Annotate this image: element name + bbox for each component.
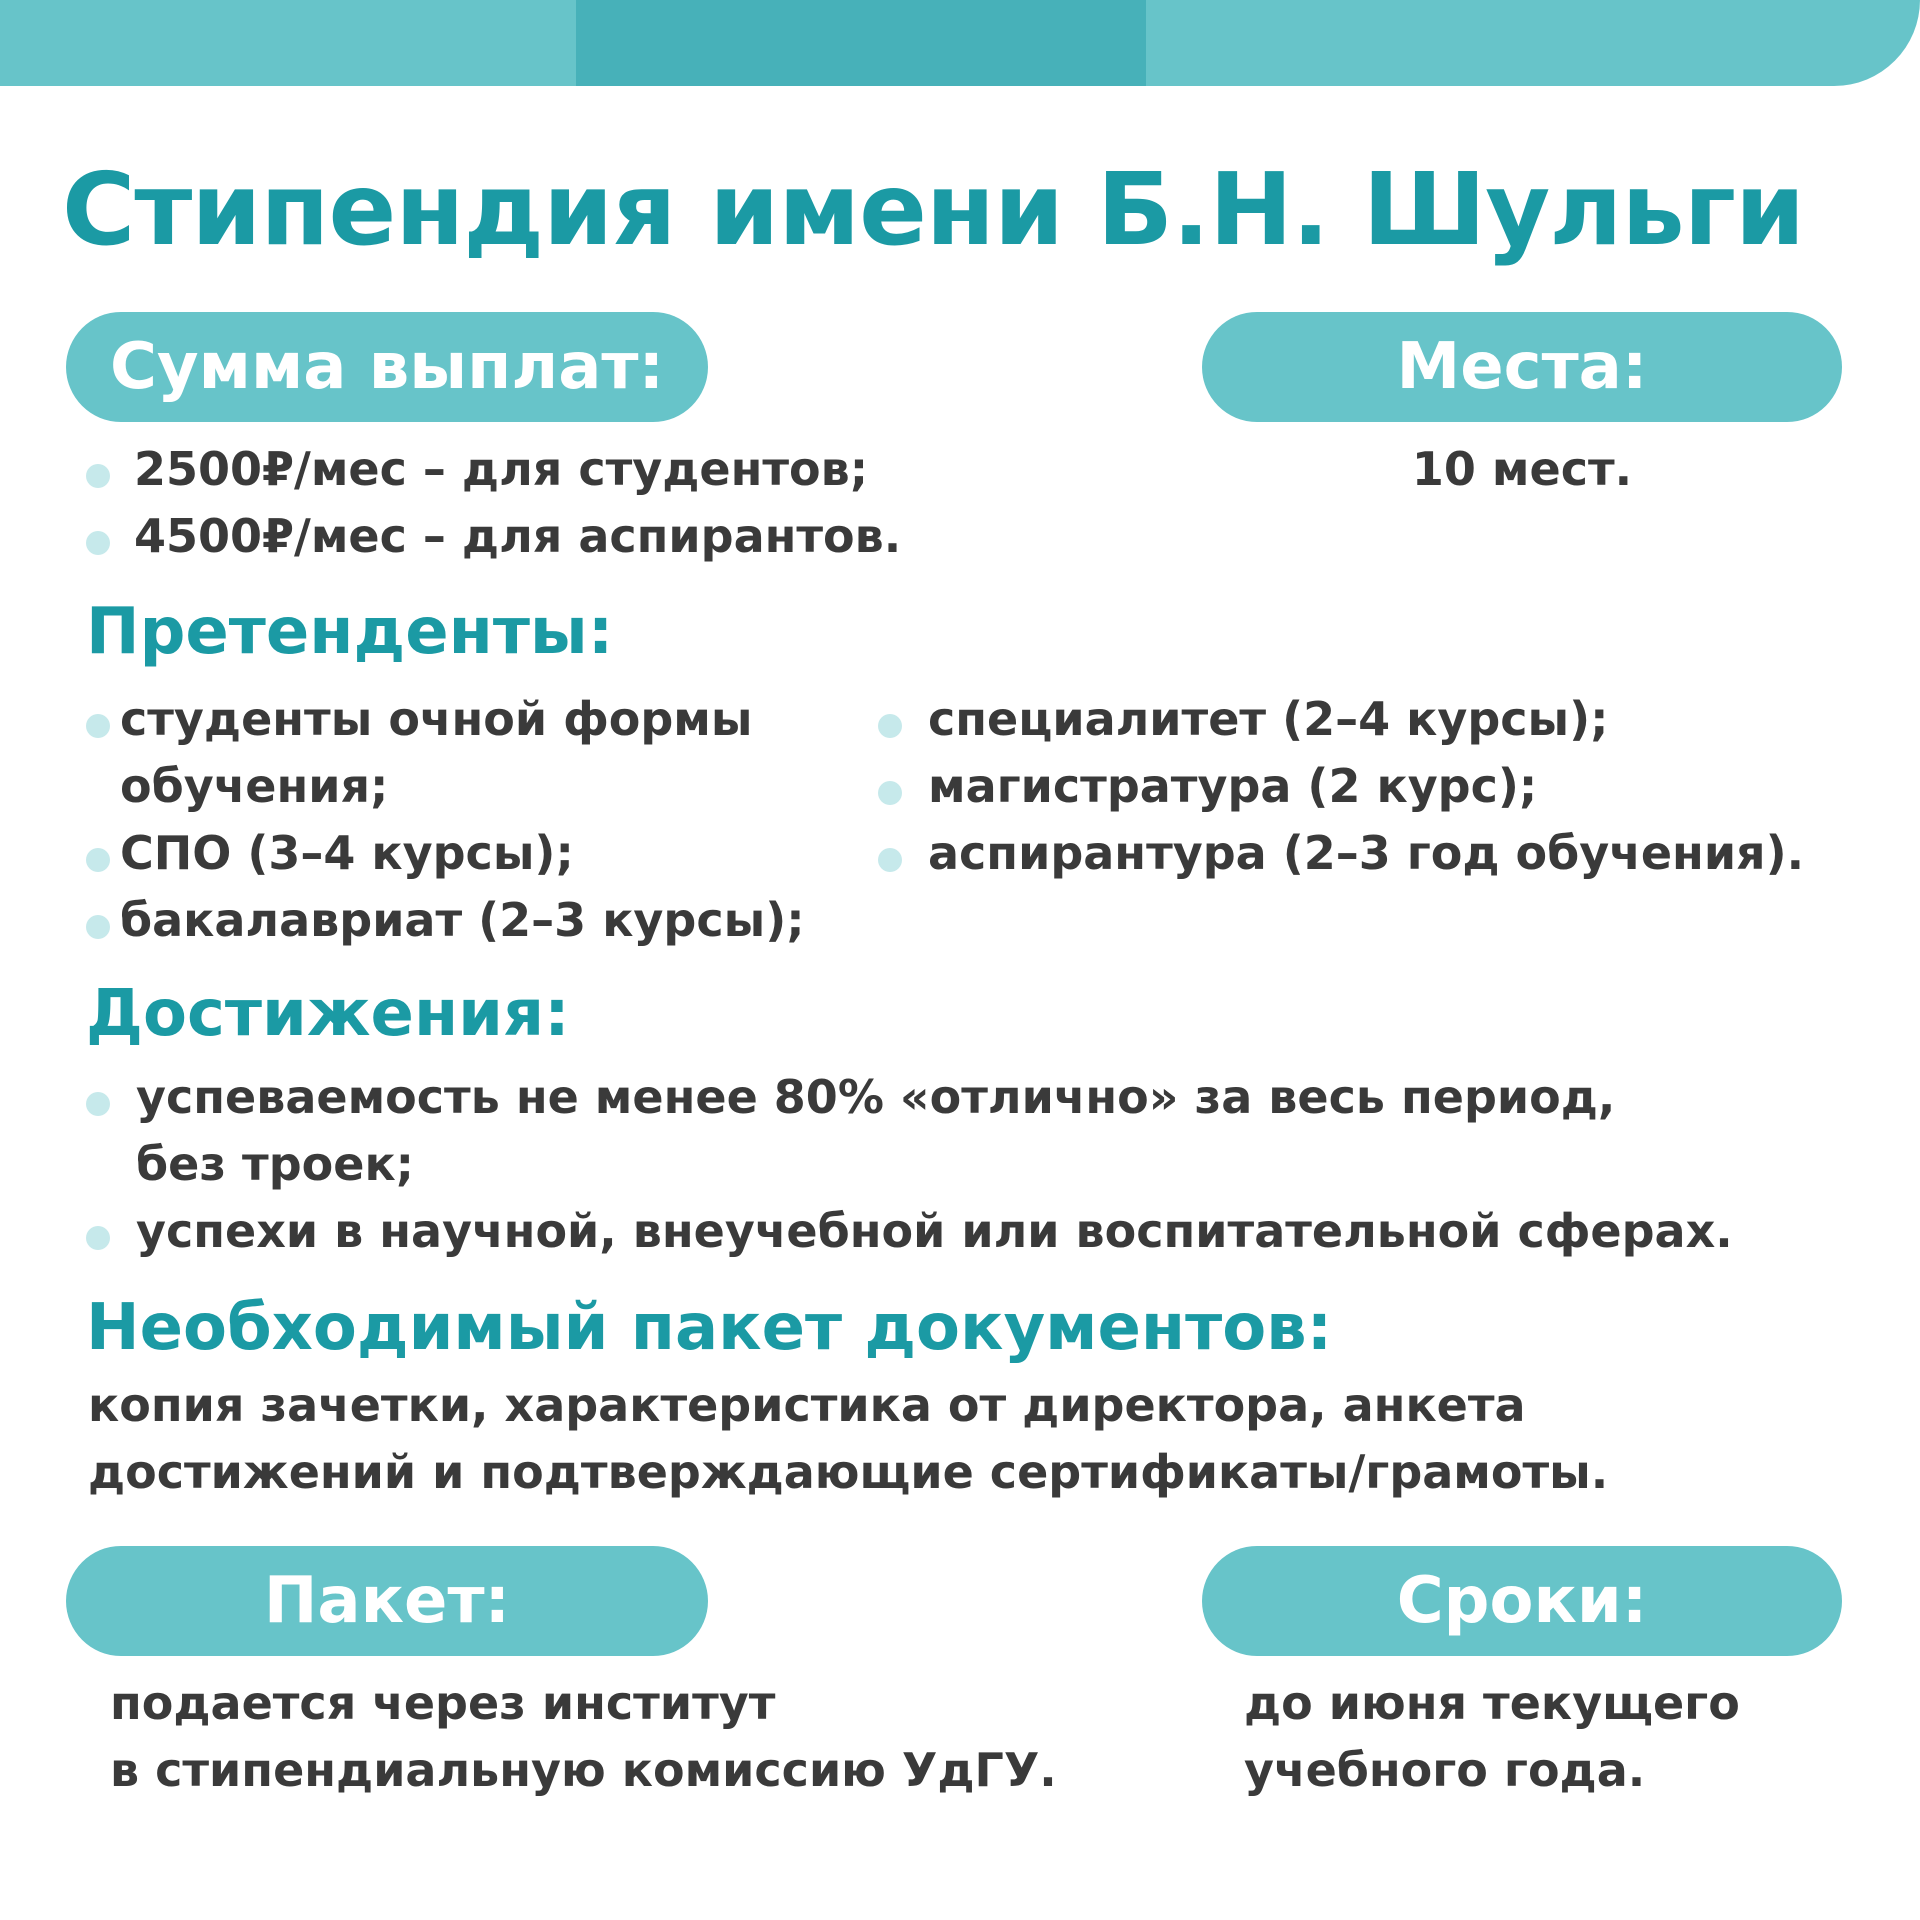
list-item — [878, 686, 1804, 753]
payment-list — [86, 436, 901, 570]
deadline-text — [1244, 1670, 1740, 1804]
package-heading-pill: Пакет: — [66, 1546, 708, 1656]
bullet-icon — [86, 848, 110, 872]
places-heading-pill: Места: — [1202, 312, 1842, 422]
list-item — [86, 686, 805, 820]
documents-text — [88, 1372, 1608, 1506]
places-value: 10 мест. — [1411, 442, 1633, 496]
applicants-list-right — [878, 686, 1804, 887]
bullet-icon — [878, 848, 902, 872]
list-item — [86, 436, 901, 503]
applicant-item-specialist: специалитет (2–4 курсы); — [928, 692, 1609, 746]
documents-line-1: копия зачетки, характеристика от директора, анкета — [88, 1378, 1526, 1432]
page-title: Стипендия имени Б.Н. Шульги — [62, 151, 1805, 268]
bullet-icon — [86, 1092, 110, 1116]
list-item — [878, 820, 1804, 887]
bullet-icon — [86, 1226, 110, 1250]
package-line-1: подается через институт — [110, 1676, 776, 1730]
bullet-icon — [86, 464, 110, 488]
list-item — [86, 1198, 1733, 1265]
package-text — [110, 1670, 1057, 1804]
applicant-item-fulltime-cont: обучения; — [120, 759, 389, 813]
list-item — [86, 820, 805, 887]
list-item — [878, 753, 1804, 820]
applicant-item-bachelor: бакалавриат (2–3 курсы); — [120, 893, 805, 947]
achievements-heading: Достижения: — [86, 977, 570, 1051]
applicant-item-master: магистратура (2 курс); — [928, 759, 1538, 813]
deadline-line-2: учебного года. — [1244, 1743, 1646, 1797]
top-bar-segment-right — [1146, 0, 1920, 86]
deadline-heading-pill: Сроки: — [1202, 1546, 1842, 1656]
top-decorative-bar — [0, 0, 1920, 86]
applicant-item-spo: СПО (3–4 курсы); — [120, 826, 574, 880]
package-line-2: в стипендиальную комиссию УдГУ. — [110, 1743, 1057, 1797]
applicants-list-left — [86, 686, 805, 954]
achievement-item-activities: успехи в научной, внеучебной или воспитательной сферах. — [136, 1204, 1733, 1258]
achievement-item-grades-cont: без троек; — [136, 1137, 415, 1191]
documents-heading: Необходимый пакет документов: — [86, 1291, 1333, 1365]
payment-heading-pill: Сумма выплат: — [66, 312, 708, 422]
applicants-heading: Претенденты: — [86, 595, 614, 669]
top-bar-segment-left — [0, 0, 576, 86]
deadline-line-1: до июня текущего — [1244, 1676, 1740, 1730]
applicant-item-fulltime: студенты очной формы — [120, 692, 753, 746]
bullet-icon — [86, 714, 110, 738]
achievements-list — [86, 1064, 1733, 1265]
bullet-icon — [86, 531, 110, 555]
bullet-icon — [86, 915, 110, 939]
top-bar-segment-middle — [576, 0, 1146, 86]
bullet-icon — [878, 781, 902, 805]
bullet-icon — [878, 714, 902, 738]
payment-item-students: 2500₽/мес – для студентов; — [134, 442, 869, 496]
documents-line-2: достижений и подтверждающие сертификаты/грамоты. — [88, 1445, 1609, 1499]
list-item — [86, 1064, 1733, 1198]
applicant-item-postgrad: аспирантура (2–3 год обучения). — [928, 826, 1805, 880]
payment-item-postgrads: 4500₽/мес – для аспирантов. — [134, 509, 902, 563]
list-item — [86, 503, 901, 570]
achievement-item-grades: успеваемость не менее 80% «отлично» за весь период, — [136, 1070, 1616, 1124]
list-item — [86, 887, 805, 954]
